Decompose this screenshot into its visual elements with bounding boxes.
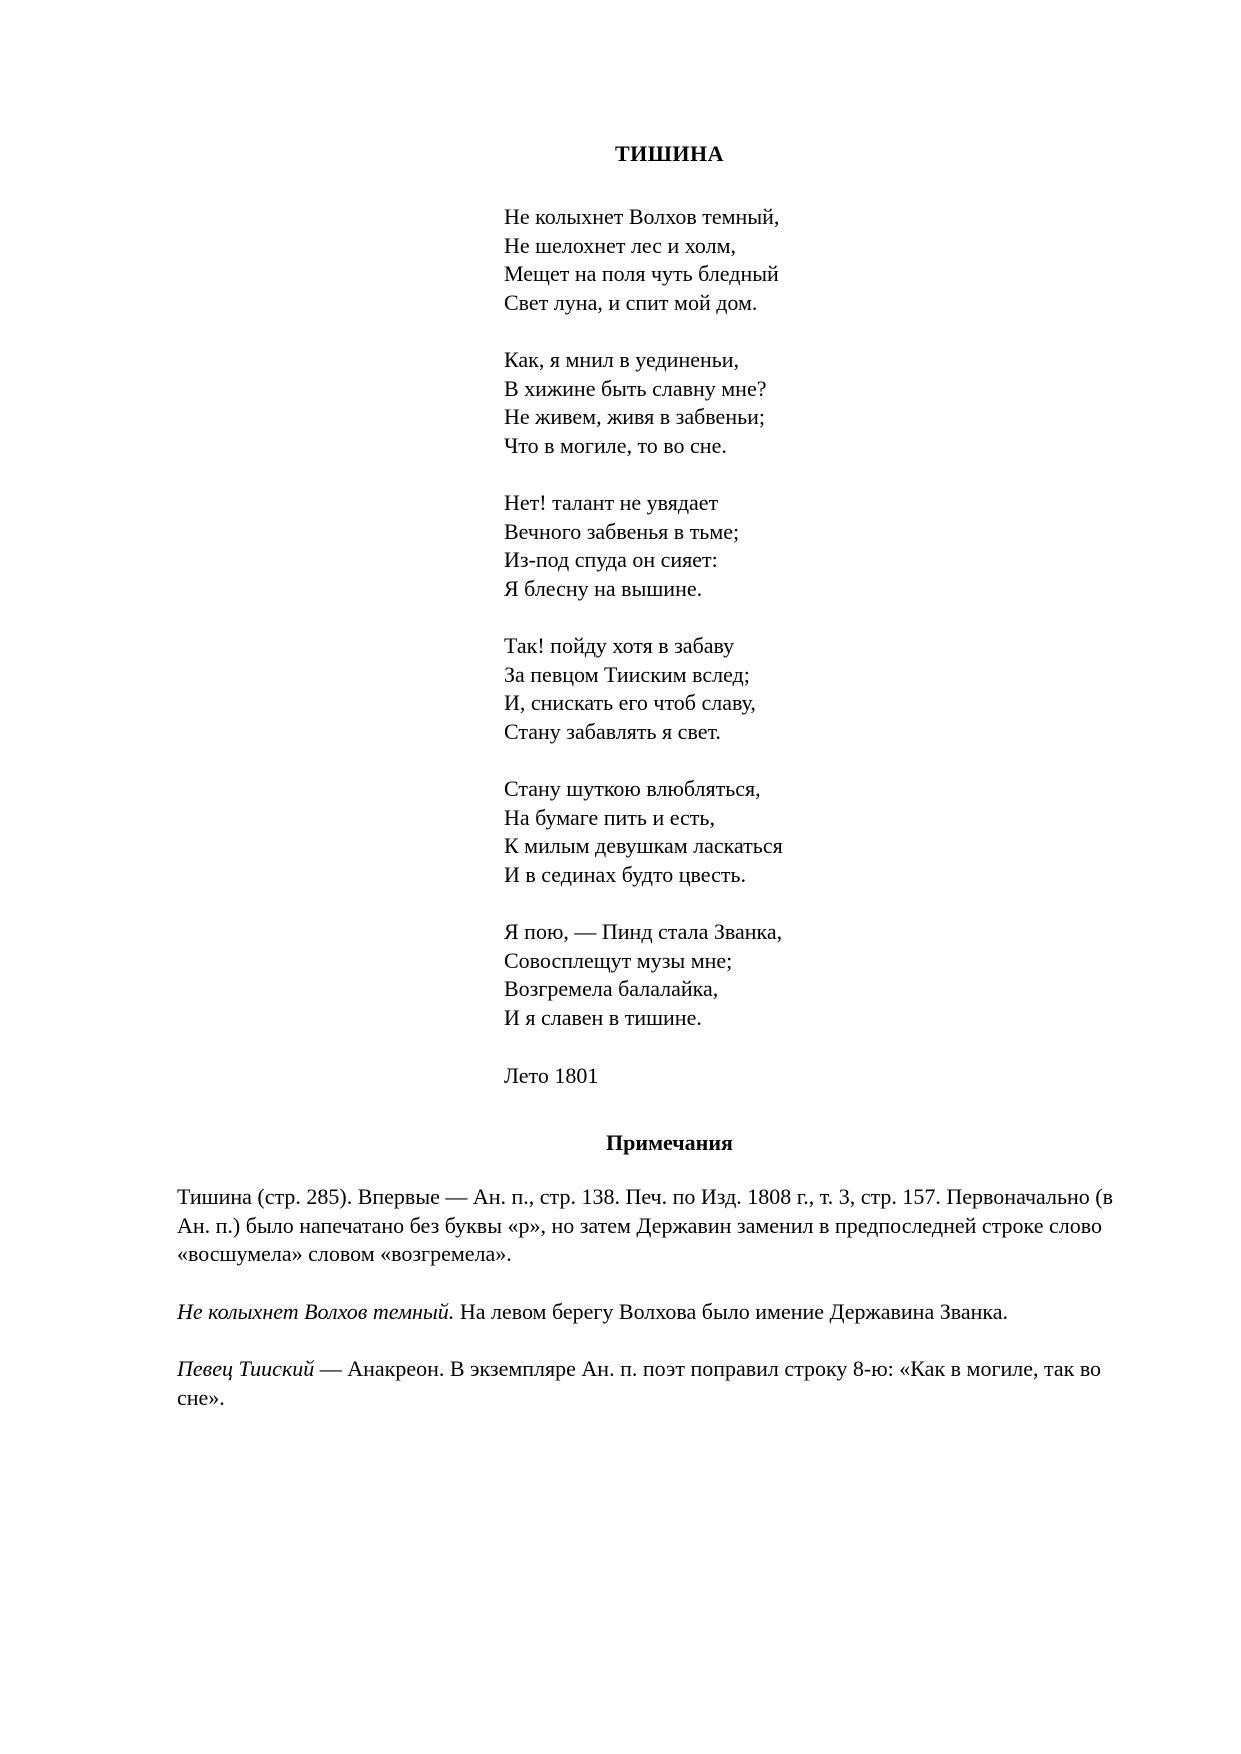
poem-title: ТИШИНА bbox=[614, 141, 725, 166]
note-text: — Анакреон. В экземпляре Ан. п. поэт поправил строку 8-ю: «Как в могиле, так во сне». bbox=[177, 1356, 1102, 1410]
stanza bbox=[504, 775, 783, 889]
verse-line: И в сединах будто цвесть. bbox=[504, 861, 747, 887]
verse-line: И я славен в тишине. bbox=[504, 1004, 702, 1030]
verse-line: За певцом Тииским вслед; bbox=[504, 661, 750, 687]
verse-line: На бумаге пить и есть, bbox=[504, 804, 715, 830]
note-text: На левом берегу Волхова было имение Державина Званка. bbox=[454, 1298, 1008, 1324]
verse-line: Стану забавлять я свет. bbox=[504, 718, 721, 744]
verse-line: К милым девушкам ласкаться bbox=[504, 833, 783, 858]
verse-line: Так! пойду хотя в забаву bbox=[504, 633, 735, 658]
verse-line: Нет! талант не увядает bbox=[504, 490, 719, 515]
verse-line: Не колыхнет Волхов темный, bbox=[504, 204, 780, 229]
verse-line: В хижине быть славну мне? bbox=[504, 375, 767, 401]
verse-line: Что в могиле, то во сне. bbox=[504, 432, 727, 458]
verse-line: Не шелохнет лес и холм, bbox=[504, 232, 737, 258]
stanza bbox=[504, 346, 783, 460]
notes-heading: Примечания bbox=[606, 1130, 733, 1155]
note-paragraph bbox=[177, 1355, 1137, 1412]
note-lemma: Не колыхнет Волхов темный. bbox=[177, 1298, 455, 1324]
verse-line: Я блесну на вышине. bbox=[504, 575, 703, 601]
verse-line: Совосплещут музы мне; bbox=[504, 947, 733, 973]
verse-line: И, снискать его чтоб славу, bbox=[504, 690, 756, 715]
note-text: Тишина (стр. 285). Впервые — Ан. п., стр. 138. Печ. по Изд. 1808 г., т. 3, стр. 157. Первоначально (в Ан. п.) было напечатано без буквы «р», но затем Державин заменил в предпоследней строке слово «восшумела» словом «возгремела». bbox=[177, 1184, 1113, 1266]
stanza bbox=[504, 489, 783, 603]
verse-line: Из-под спуда он сияет: bbox=[504, 547, 718, 572]
note-paragraph bbox=[177, 1183, 1137, 1269]
stanza bbox=[504, 918, 783, 1032]
verse-line: Как, я мнил в уединеньи, bbox=[504, 347, 740, 372]
verse-line: Я пою, — Пинд стала Званка, bbox=[504, 919, 783, 944]
verse-line: Свет луна, и спит мой дом. bbox=[504, 289, 758, 315]
verse-line: Не живем, живя в забвеньи; bbox=[504, 404, 766, 429]
note-lemma: Певец Тииский bbox=[177, 1356, 315, 1381]
verse-line: Мещет на поля чуть бледный bbox=[504, 261, 779, 286]
stanza bbox=[504, 203, 783, 317]
poem-body bbox=[504, 203, 783, 1061]
verse-line: Возгремела балалайка, bbox=[504, 976, 719, 1001]
poem-date: Лето 1801 bbox=[504, 1063, 599, 1088]
verse-line: Вечного забвенья в тьме; bbox=[504, 518, 740, 544]
stanza bbox=[504, 632, 783, 746]
notes-section bbox=[177, 1183, 1137, 1441]
note-paragraph bbox=[177, 1298, 1137, 1327]
verse-line: Стану шуткою влюбляться, bbox=[504, 776, 761, 801]
